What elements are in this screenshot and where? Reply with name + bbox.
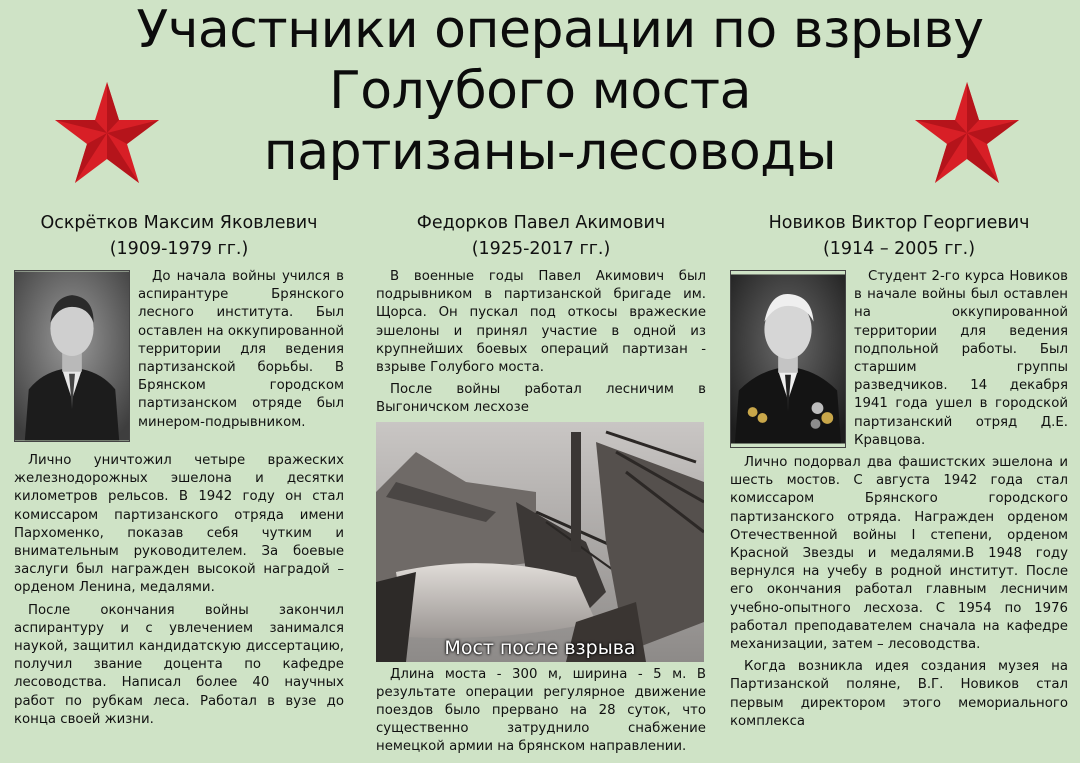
bio-paragraph: Лично уничтожил четыре вражеских железнодорожных эшелона и десятки километров рельсов. В 1942 году он стал комиссаром партизанского отряда имени Пархоменко, показав себя чутким и внимательным руководителем. За боевые заслуги был награжден высокой наградой – орденом Ленина, медалями. <box>14 453 344 596</box>
bridge-photo <box>376 422 704 662</box>
red-star-icon <box>52 78 162 188</box>
person-years: (1909-1979 гг.) <box>109 239 249 259</box>
photo-caption: Мост после взрыва <box>444 637 636 660</box>
portrait-photo <box>730 270 846 448</box>
bio-paragraph: Длина моста - 300 м, ширина - 5 м. В результате операции регулярное движение поездов было прервано на 28 суток, что существенно затруднило снабжение немецкой армии на брянском направлении. <box>376 666 706 755</box>
person-column-fedorkov <box>376 210 706 757</box>
bio-paragraph: После войны работал лесничим в Выгоничском лесхозе <box>376 382 706 416</box>
person-bio <box>14 268 344 729</box>
person-column-oskretkov <box>14 210 344 729</box>
person-bio <box>730 268 1068 731</box>
person-name: Оскрётков Максим Яковлевич <box>40 213 318 233</box>
person-years: (1914 – 2005 гг.) <box>822 239 976 259</box>
title-line-3: партизаны-лесоводы <box>263 122 837 182</box>
red-star-icon <box>912 78 1022 188</box>
bio-paragraph: Студент 2-го курса Новиков в начале войны был оставлен на оккупированной территории для ведения подпольной работы. Был старшим группы разведчиков. 14 декабря 1941 года ушел в городской партизанский отряд Д.Е. Кравцова. <box>854 269 1068 448</box>
bio-paragraph: Когда возникла идея создания музея на Партизанской поляне, В.Г. Новиков стал первым директором этого мемориального комплекса <box>730 659 1068 729</box>
destroyed-bridge-image <box>376 422 704 662</box>
person-name: Новиков Виктор Георгиевич <box>768 213 1030 233</box>
person-name: Федорков Павел Акимович <box>416 213 666 233</box>
bio-paragraph: До начала войны учился в аспирантуре Брянского лесного института. Был оставлен на оккупированной территории для ведения партизанской борьбы. В Брянском городском партизанском отряде был минером-подрывником. <box>138 269 344 430</box>
person-column-novikov <box>730 210 1068 731</box>
title-line-1: Участники операции по взрыву <box>136 0 984 60</box>
bio-paragraph: Лично подорвал два фашистских эшелона и шесть мостов. С августа 1942 года стал комиссаром Брянского городского партизанского отряда. Награжден орденом Отечественной войны I степени, орденом Красной Звезды и медалями.В 1948 году вернулся на учебу в родной институт. После его окончания работал главным лесничим учебно-опытного лесхоза. С 1954 по 1976 работал преподавателем сначала на кафедре механизации, затем – лесоводства. <box>730 455 1068 653</box>
bio-paragraph: В военные годы Павел Акимович был подрывником в партизанской бригаде им. Щорса. Он пускал под откосы вражеские эшелоны и принял участие в одной из крупнейших боевых операций партизан - взрыве Голубого моста. <box>376 269 706 376</box>
portrait-photo <box>14 270 130 442</box>
person-years: (1925-2017 гг.) <box>471 239 611 259</box>
title-line-2: Голубого моста <box>329 61 751 121</box>
person-bio <box>376 268 706 757</box>
bio-paragraph: После окончания войны закончил аспирантуру и с увлечением занимался наукой, защитил кандидатскую диссертацию, получил звание доцента по кафедре лесоводства. Написал более 40 научных работ по рубкам леса. Работал в вузе до конца своей жизни. <box>14 602 344 727</box>
